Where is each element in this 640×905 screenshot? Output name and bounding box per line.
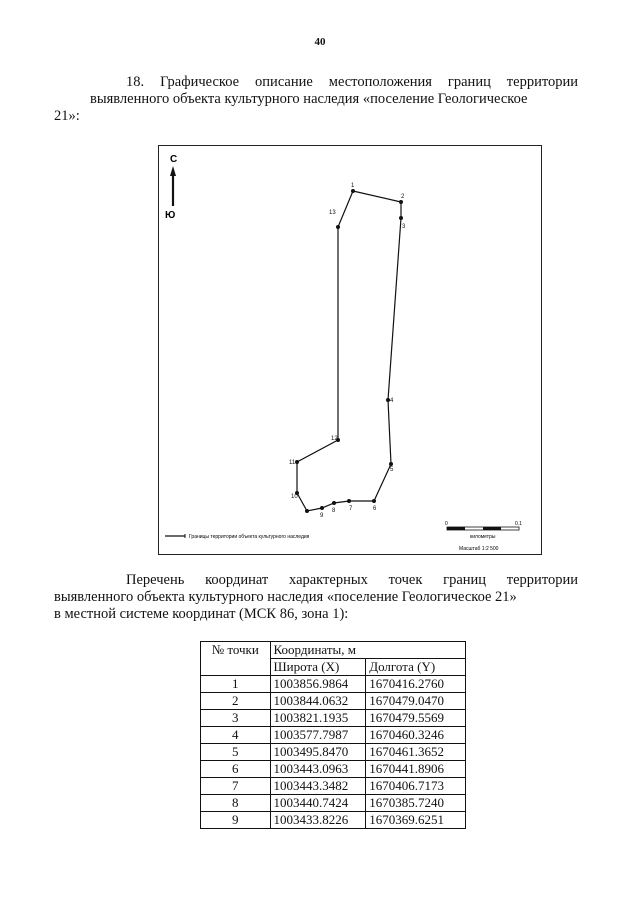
point-label-8: 8 [332,508,336,514]
table-row [201,795,466,812]
scale-start: 0 [445,521,448,527]
header-latitude: Широта (X) [270,659,366,676]
point-label-5: 5 [390,467,394,473]
table-row [201,693,466,710]
table-header-row [201,642,466,659]
list-intro-line-3: в местной системе координат (МСК 86, зона 1): [54,606,349,622]
boundary-point-5 [389,462,393,466]
heading-line-3: 21»: [54,108,80,124]
point-label-10: 10 [291,494,298,500]
cell-x: 1003844.0632 [270,693,366,710]
cell-y: 1670369.6251 [366,812,466,829]
cell-point: 3 [201,710,271,727]
boundary-point-13 [336,225,340,229]
legend-label: Границы территории объекта культурного наследия [189,534,310,540]
cell-x: 1003495.8470 [270,744,366,761]
point-label-2: 2 [401,194,405,200]
boundary-point-2 [399,200,403,204]
cell-point: 6 [201,761,271,778]
boundary-map-canvas [159,146,541,554]
map-legend [165,534,310,540]
section-heading [54,74,578,125]
point-label-4: 4 [390,398,394,404]
table-row [201,812,466,829]
cell-y: 1670460.3246 [366,727,466,744]
cell-x: 1003443.3482 [270,778,366,795]
cell-y: 1670416.2760 [366,676,466,693]
cell-point: 9 [201,812,271,829]
list-intro-line-2: выявленного объекта культурного наследия «поселение Геологическое 21» [54,589,517,605]
cell-y: 1670479.5569 [366,710,466,727]
boundary-map [158,145,542,555]
cell-y: 1670406.7173 [366,778,466,795]
south-label: Ю [165,210,176,221]
point-label-3: 3 [402,224,406,230]
cell-point: 8 [201,795,271,812]
cell-x: 1003821.1935 [270,710,366,727]
table-row [201,744,466,761]
boundary-point-1 [351,189,355,193]
table-row [201,727,466,744]
cell-x: 1003433.8226 [270,812,366,829]
boundary-points [295,189,403,513]
north-label: С [170,154,178,165]
point-label-13: 13 [329,210,336,216]
boundary-point-8 [332,501,336,505]
cell-x: 1003443.0963 [270,761,366,778]
point-label-7: 7 [349,506,353,512]
cell-y: 1670479.0470 [366,693,466,710]
header-coordinates: Координаты, м [270,642,465,659]
boundary-point-3 [399,216,403,220]
cell-point: 7 [201,778,271,795]
boundary-point-7 [347,499,351,503]
boundary-point-6 [372,499,376,503]
scale-bar [445,521,522,552]
scale-end: 0.1 [515,521,522,527]
point-label-6: 6 [373,506,377,512]
coordinate-list-intro [54,572,578,623]
cell-point: 4 [201,727,271,744]
cell-y: 1670461.3652 [366,744,466,761]
cell-x: 1003440.7424 [270,795,366,812]
boundary-polygon [297,191,401,511]
point-label-11: 11 [289,460,296,466]
boundary-point-9 [320,506,324,510]
cell-y: 1670385.7240 [366,795,466,812]
cell-point: 5 [201,744,271,761]
header-longitude: Долгота (Y) [366,659,466,676]
scale-units: километры [470,534,496,540]
table-row [201,761,466,778]
point-label-1: 1 [351,183,355,189]
list-intro-line-1: Перечень координат характерных точек границ территории [126,572,578,588]
cell-point: 2 [201,693,271,710]
north-arrow-icon [165,154,177,221]
table-row [201,778,466,795]
cell-point: 1 [201,676,271,693]
coordinates-table [200,641,466,829]
heading-line-1: 18. Графическое описание местоположения границ территории [126,74,578,90]
scale-text: Масштаб 1:2 500 [459,546,499,552]
point-label-9: 9 [320,513,324,519]
point-label-12: 12 [331,436,338,442]
table-row [201,676,466,693]
cell-x: 1003577.7987 [270,727,366,744]
table-row [201,710,466,727]
boundary-point-9b [305,509,309,513]
boundary-point-11 [295,460,299,464]
header-point-number: № точки [201,642,271,676]
page-number: 40 [314,36,326,48]
cell-x: 1003856.9864 [270,676,366,693]
heading-line-2: выявленного объекта культурного наследия «поселение Геологическое [90,91,528,107]
cell-y: 1670441.8906 [366,761,466,778]
